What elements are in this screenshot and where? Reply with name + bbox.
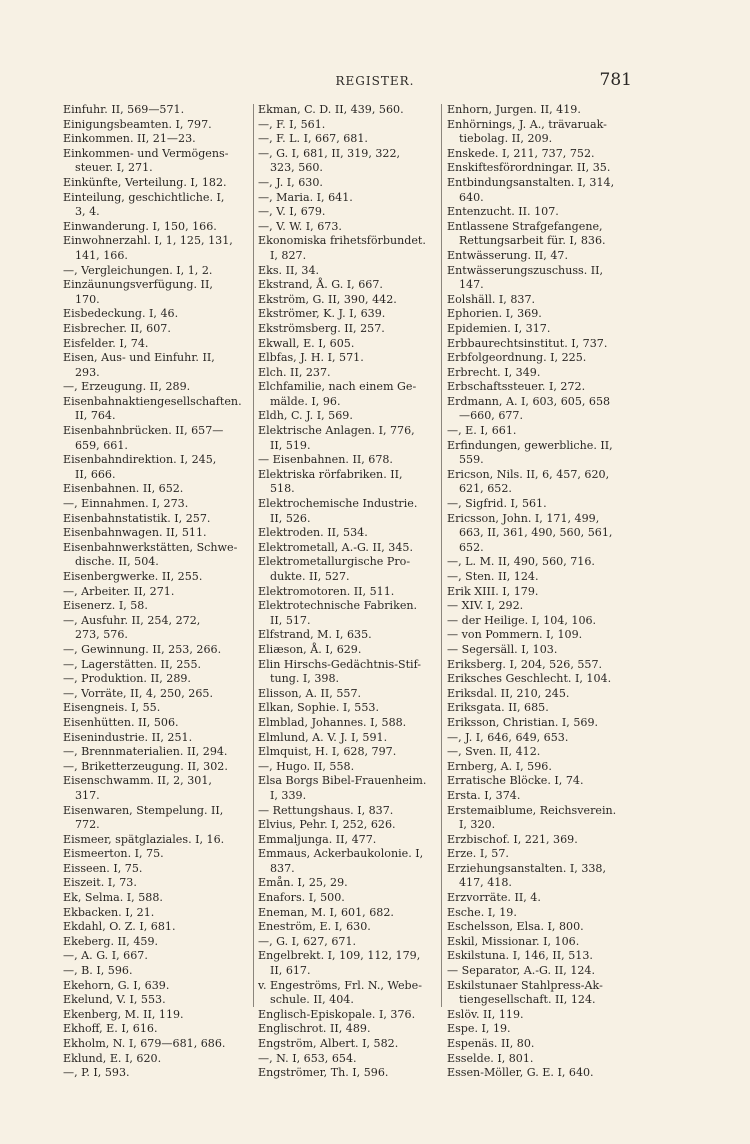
index-entry-line: Entenzucht. II. 107. [447,205,559,219]
index-entry-line: 559. [459,453,484,467]
index-entry-line: Ekströmer, K. J. I, 639. [258,307,386,321]
column-divider [253,104,254,1007]
index-entry-line: Eisenhütten. II, 506. [63,715,179,729]
index-entry-line: Elmlund, A. V. J. I, 591. [258,730,388,744]
index-column-1 [63,103,250,1081]
index-entry-line: —, N. I, 653, 654. [258,1051,357,1065]
index-entry-line: Englisch-Episkopale. I, 376. [258,1007,416,1021]
index-entry-line: I, 827. [270,248,307,262]
index-entry-line: Ekenberg, M. II, 119. [63,1007,184,1021]
index-entry-line: Eriksdal. II, 210, 245. [447,686,570,700]
index-entry-line: Eriksson, Christian. I, 569. [447,715,599,729]
index-entry-line: Epidemien. I, 317. [447,321,551,335]
index-entry-line: Eslöv. II, 119. [447,1007,524,1021]
index-entry-line: —, Produktion. II, 289. [63,672,191,686]
index-entry-line: —, Sten. II, 124. [447,570,539,583]
index-entry-line: Esche. I, 19. [447,905,517,919]
index-entry-line: dukte. II, 527. [270,570,350,583]
index-entry-line: —, Maria. I, 641. [258,190,353,204]
index-entry-line: Ekstrand, Å. G. I, 667. [258,278,383,292]
index-entry-line: Englischrot. II, 489. [258,1022,371,1036]
index-entry-line: Ekelund, V. I, 553. [63,993,166,1007]
index-entry-line: tiebolag. II, 209. [459,132,553,146]
index-entry-line: —, Gewinnung. II, 253, 266. [63,642,222,656]
index-entry-line: 273, 576. [75,628,128,642]
index-entry-line: —, B. I, 596. [63,964,133,978]
index-entry-line: —, V. W. I, 673. [258,219,342,233]
index-entry-line: schule. II, 404. [270,993,354,1007]
index-entry-line: v. Engeströms, Frl. N., Webe- [258,978,422,992]
index-entry-line: Emån. I, 25, 29. [258,876,348,890]
index-entry-line: 3, 4. [75,205,100,219]
index-entry-line: Enhorn, Jurgen. II, 419. [447,103,581,116]
index-entry-line: Entwässerung. II, 47. [447,248,568,262]
index-entry-line: II, 666. [75,467,116,481]
index-entry-line: Elin Hirschs-Gedächtnis-Stif- [258,657,422,671]
index-entry-line: 417, 418. [459,876,512,890]
index-entry-line: Eisbedeckung. I, 46. [63,307,179,321]
index-entry-line: —, E. I, 661. [447,424,517,438]
index-entry-line: Eisengneis. I, 55. [63,701,161,715]
index-entry-line: Eliæson, Å. I, 629. [258,642,362,656]
index-entry-line: —, F. L. I, 667, 681. [258,132,368,146]
index-entry-line: —, Vorräte, II, 4, 250, 265. [63,686,213,700]
index-entry-line: Einkünfte, Verteilung. I, 182. [63,175,227,189]
index-entry-line: Enhörnings, J. A., trävaruak- [447,117,607,131]
index-entry-line: —, Arbeiter. II, 271. [63,584,175,598]
index-entry-line: Eks. II, 34. [258,263,320,277]
index-entry-line: —, V. I, 679. [258,205,326,219]
index-entry-line: —, A. G. I, 667. [63,949,148,963]
index-entry-line: —, Hugo. II, 558. [258,759,355,773]
index-entry-line: Elektriska rörfabriken. II, [258,467,403,481]
index-entry-line: Eskilstunaer Stahlpress-Ak- [447,978,603,992]
index-entry-line: — Separator, A.-G. II, 124. [447,964,596,978]
index-entry-line: — von Pommern. I, 109. [447,628,583,642]
index-entry-line: Enafors. I, 500. [258,891,345,905]
index-entry-line: —, P. I, 593. [63,1066,130,1080]
index-entry-line: — Segersäll. I, 103. [447,642,558,656]
index-entry-line: 640. [459,190,484,204]
index-entry-line: II, 519. [270,438,311,452]
index-entry-line: Elektrotechnische Fabriken. [258,599,418,613]
index-entry-line: Ephorien. I, 369. [447,307,542,321]
index-entry-line: Elmquist, H. I, 628, 797. [258,745,397,759]
index-entry-line: Eneström, E. I, 630. [258,920,371,934]
index-entry-line: —, Brennmaterialien. II, 294. [63,745,228,759]
index-entry-line: —, Ausfuhr. II, 254, 272, [63,613,201,627]
index-entry-line: Ekholm, N. I, 679—681, 686. [63,1037,226,1050]
index-entry-line: Eisenbahnbrücken. II, 657— [63,424,224,438]
index-entry-line: Erbbaurechtsinstitut. I, 737. [447,336,608,350]
index-entry-line: —, Einnahmen. I, 273. [63,497,189,511]
index-entry-line: Eisseen. I, 75. [63,861,143,875]
index-entry-line: Ekwall, E. I, 605. [258,336,355,350]
index-entry-line: Ersta. I, 374. [447,788,521,802]
index-entry-line: —, G. I, 627, 671. [258,934,357,948]
index-entry-line: Eriksberg. I, 204, 526, 557. [447,657,603,671]
index-entry-line: Elmblad, Johannes. I, 588. [258,715,407,729]
index-entry-line: Eisenschwamm. II, 2, 301, [63,774,212,788]
index-entry-line: Eisen, Aus- und Einfuhr. II, [63,351,215,365]
index-entry-line: — Eisenbahnen. II, 678. [258,453,393,467]
index-entry-line: Entbindungsanstalten. I, 314, [447,175,615,189]
index-entry-line: steuer. I, 271. [75,161,153,175]
index-entry-line: Erfindungen, gewerbliche. II, [447,438,613,452]
index-entry-line: tiengesellschaft. II, 124. [459,993,596,1007]
index-entry-line: 772. [75,818,100,832]
index-entry-line: Eisenerz. I, 58. [63,599,148,613]
index-entry-line: Erik XIII. I, 179. [447,584,539,598]
index-entry-line: 663, II, 361, 490, 560, 561, [459,526,613,540]
index-entry-line: Eldh, C. J. I, 569. [258,409,353,423]
index-entry-line: Ekeberg. II, 459. [63,934,159,948]
index-entry-line: —, Sven. II, 412. [447,745,541,759]
index-entry-line: Eisenbahnwerkstätten, Schwe- [63,540,238,554]
index-column-2 [258,103,438,1081]
index-entry-line: Entlassene Strafgefangene, [447,219,603,233]
index-entry-line: Emmaljunga. II, 477. [258,832,377,846]
index-entry-line: tung. I, 398. [270,672,340,686]
index-entry-line: Eskil, Missionar. I, 106. [447,934,580,948]
index-entry-line: Erzvorräte. II, 4. [447,891,541,905]
index-entry-line: Erbfolgeordnung. I, 225. [447,351,587,365]
index-entry-line: 147. [459,278,484,292]
index-entry-line: —, Briketterzeugung. II, 302. [63,759,228,773]
index-entry-line: Erdmann, A. I, 603, 605, 658 [447,394,611,408]
index-entry-line: 518. [270,482,295,496]
index-entry-line: Enskiftesförordningar. II, 35. [447,161,611,175]
index-entry-line: Einzäunungsverfügung. II, [63,278,213,292]
index-entry-line: Ekman, C. D. II, 439, 560. [258,103,404,116]
index-entry-line: dische. II, 504. [75,555,159,569]
index-entry-line: Ekdahl, O. Z. I, 681. [63,920,176,934]
index-entry-line: Espe. I, 19. [447,1022,511,1036]
index-entry-line: II, 517. [270,613,311,627]
index-entry-line: Ek, Selma. I, 588. [63,891,163,905]
index-entry-line: Eisenbergwerke. II, 255. [63,570,203,583]
index-entry-line: Erziehungsanstalten. I, 338, [447,861,607,875]
index-entry-line: Eisfelder. I, 74. [63,336,149,350]
index-entry-line: Eriksgata. II, 685. [447,701,549,715]
index-entry-line: Eneman, M. I, 601, 682. [258,905,394,919]
index-entry-line: Einkommen- und Vermögens- [63,146,229,160]
index-entry-line: Espenäs. II, 80. [447,1037,535,1050]
index-entry-line: —, L. M. II, 490, 560, 716. [447,555,595,569]
index-entry-line: Erstemaiblume, Reichsverein. [447,803,617,817]
index-entry-line: Einwanderung. I, 150, 166. [63,219,217,233]
index-entry-line: Rettungsarbeit für. I, 836. [459,234,606,248]
index-entry-line: Eriksches Geschlecht. I, 104. [447,672,612,686]
index-entry-line: Einwohnerzahl. I, 1, 125, 131, [63,234,233,248]
index-entry-line: 317. [75,788,100,802]
index-entry-line: Eisenwaren, Stempelung. II, [63,803,224,817]
index-entry-line: Erze. I, 57. [447,847,509,861]
page-header [0,70,750,96]
index-entry-line: Elfstrand, M. I, 635. [258,628,372,642]
index-entry-line: Elkan, Sophie. I, 553. [258,701,380,715]
index-entry-line: —, Lagerstätten. II, 255. [63,657,202,671]
index-entry-line: 837. [270,861,295,875]
index-entry-line: Einfuhr. II, 569—571. [63,103,185,116]
index-entry-line: 621, 652. [459,482,512,496]
index-entry-line: —, G. I, 681, II, 319, 322, [258,146,401,160]
index-entry-line: Engströmer, Th. I, 596. [258,1066,389,1080]
index-entry-line: Elch. II, 237. [258,365,331,379]
index-entry-line: Erbschaftssteuer. I, 272. [447,380,586,394]
index-entry-line: Esselde. I, 801. [447,1051,534,1065]
index-entry-line: Ericsson, John. I, 171, 499, [447,511,600,525]
index-entry-line: Ekbacken. I, 21. [63,905,155,919]
index-entry-line: —, J. I, 630. [258,175,323,189]
index-entry-line: Elektroden. II, 534. [258,526,368,540]
index-entry-line: mälde. I, 96. [270,394,341,408]
index-entry-line: 141, 166. [75,248,128,262]
index-entry-line: Elektrische Anlagen. I, 776, [258,424,415,438]
index-entry-line: Ekström, G. II, 390, 442. [258,292,397,306]
page-number: 781 [599,70,632,90]
index-entry-line: Ekehorn, G. I, 639. [63,978,170,992]
index-entry-line: Elchfamilie, nach einem Ge- [258,380,417,394]
index-entry-line: Eismeerton. I, 75. [63,847,164,861]
index-entry-line: Elektrometallurgische Pro- [258,555,411,569]
index-entry-line: Eschelsson, Elsa. I, 800. [447,920,584,934]
index-entry-line: Erratische Blöcke. I, 74. [447,774,584,788]
index-entry-line: 652. [459,540,484,554]
index-entry-line: Engström, Albert. I, 582. [258,1037,399,1050]
index-entry-line: Elvius, Pehr. I, 252, 626. [258,818,396,832]
index-entry-line: Elsa Borgs Bibel-Frauenheim. [258,774,427,788]
index-entry-line: Elektrochemische Industrie. [258,497,418,511]
index-entry-line: Enskede. I, 211, 737, 752. [447,146,595,160]
index-entry-line: Eisbrecher. II, 607. [63,321,171,335]
index-entry-line: II, 526. [270,511,311,525]
index-entry-line: —, Sigfrid. I, 561. [447,497,547,511]
index-entry-line: Erbrecht. I, 349. [447,365,541,379]
index-entry-line: Eismeer, spätglaziales. I, 16. [63,832,225,846]
index-entry-line: 293. [75,365,100,379]
index-entry-line: —, Erzeugung. II, 289. [63,380,191,394]
index-entry-line: Ekhoff, E. I, 616. [63,1022,158,1036]
index-entry-line: Eskilstuna. I, 146, II, 513. [447,949,593,963]
index-entry-line: Eolshäll. I, 837. [447,292,536,306]
index-entry-line: 323, 560. [270,161,323,175]
index-entry-line: Eklund, E. I, 620. [63,1051,162,1065]
index-entry-line: Emmaus, Ackerbaukolonie. I, [258,847,424,861]
index-entry-line: Elbfas, J. H. I, 571. [258,351,364,365]
index-entry-line: Einigungsbeamten. I, 797. [63,117,212,131]
index-entry-line: Einteilung, geschichtliche. I, [63,190,225,204]
index-entry-line: Ericson, Nils. II, 6, 457, 620, [447,467,610,481]
index-entry-line: 170. [75,292,100,306]
index-entry-line: — XIV. I, 292. [447,599,524,613]
index-entry-line: Erzbischof. I, 221, 369. [447,832,578,846]
index-entry-line: Essen-Möller, G. E. I, 640. [447,1066,594,1080]
index-entry-line: Eisenbahnen. II, 652. [63,482,184,496]
index-entry-line: Elektromotoren. II, 511. [258,584,395,598]
index-entry-line: Eisenbahnaktiengesellschaften. [63,394,242,408]
index-entry-line: —, J. I, 646, 649, 653. [447,730,569,744]
index-entry-line: Ekströmsberg. II, 257. [258,321,385,335]
index-entry-line: Eisenbahnstatistik. I, 257. [63,511,211,525]
index-entry-line: —, F. I, 561. [258,117,326,131]
index-entry-line: Eiszeit. I, 73. [63,876,137,890]
index-entry-line: Eisenbahndirektion. I, 245, [63,453,217,467]
index-entry-line: II, 617. [270,964,311,978]
index-entry-line: —660, 677. [459,409,524,423]
column-divider [441,104,442,1007]
index-entry-line: — Rettungshaus. I, 837. [258,803,394,817]
index-entry-line: 659, 661. [75,438,128,452]
index-entry-line: Einkommen. II, 21—23. [63,132,196,146]
index-entry-line: I, 320. [459,818,496,832]
index-entry-line: Eisenbahnwagen. II, 511. [63,526,207,540]
running-title: REGISTER. [335,74,415,88]
index-entry-line: Eisenindustrie. II, 251. [63,730,193,744]
index-entry-line: Ernberg, A. I, 596. [447,759,552,773]
index-entry-line: — der Heilige. I, 104, 106. [447,613,597,627]
index-column-3 [447,103,642,1081]
index-entry-line: I, 339. [270,788,307,802]
index-entry-line: II, 764. [75,409,116,423]
index-entry-line: Elektrometall, A.-G. II, 345. [258,540,414,554]
index-entry-line: Entwässerungszuschuss. II, [447,263,604,277]
index-entry-line: —, Vergleichungen. I, 1, 2. [63,263,213,277]
index-entry-line: Elisson, A. II, 557. [258,686,362,700]
index-entry-line: Ekonomiska frihetsförbundet. [258,234,426,248]
index-entry-line: Engelbrekt. I, 109, 112, 179, [258,949,421,963]
